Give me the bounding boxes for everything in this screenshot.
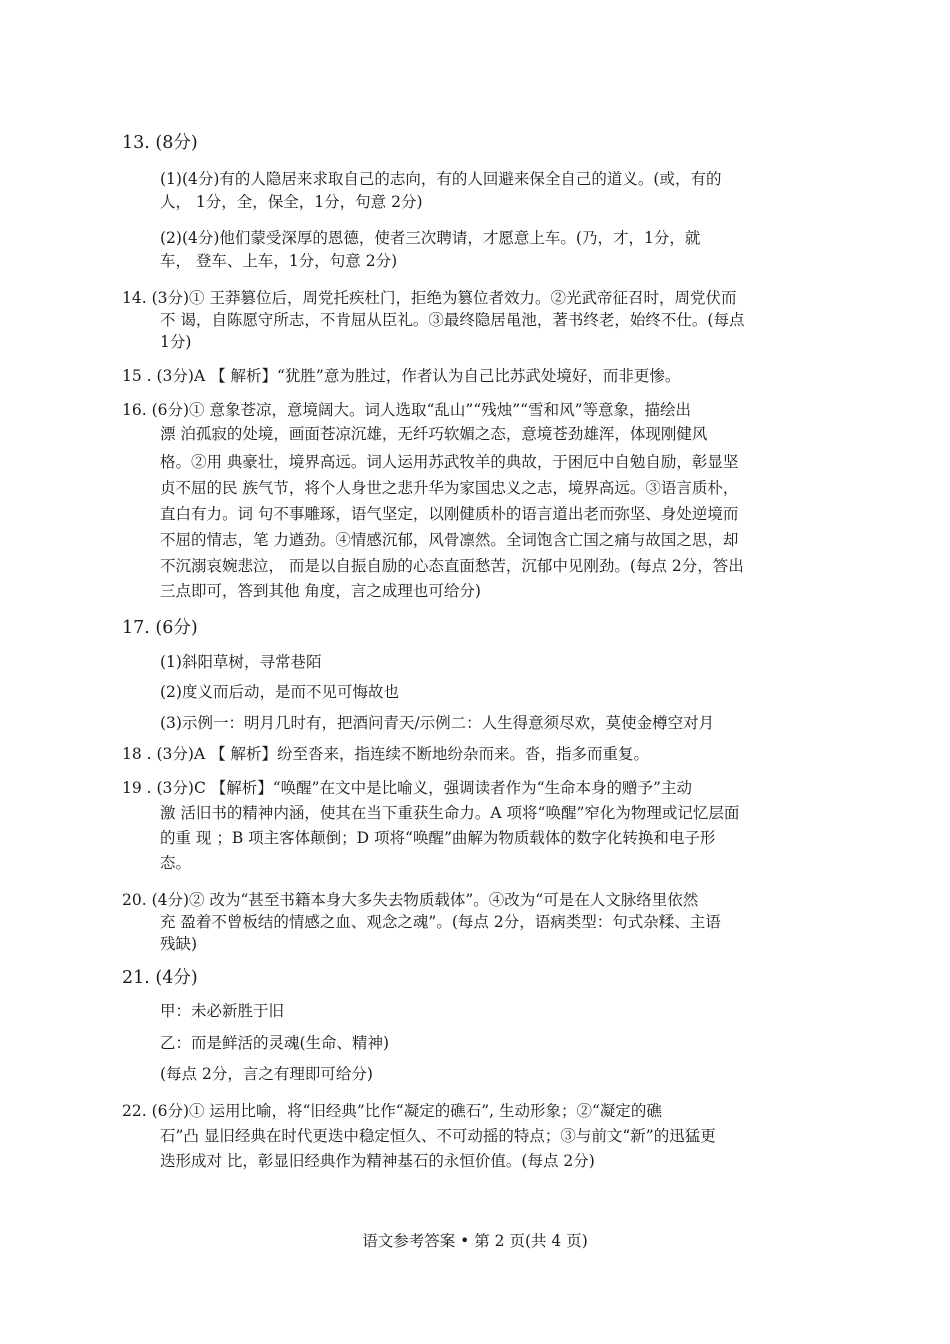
answer-22-line-1: 22. (6分)① 运用比喻，将“旧经典”比作“凝定的礁石”, 生动形象；②“凝定的礁: [122, 1102, 662, 1120]
answer-13-1-line-1: (1)(4分)有的人隐居来求取自己的志向，有的人回避来保全自己的道义。(或，有的: [160, 170, 722, 188]
answer-17-1: (1)斜阳草树，寻常巷陌: [160, 653, 322, 671]
answer-20-line-3: 残缺): [160, 935, 198, 953]
answer-19-line-1: 19 . (3分)C 【解析】“唤醒”在文中是比喻义，强调读者作为“生命本身的赠予”主动: [122, 779, 692, 797]
question-21-heading: 21. (4分): [122, 968, 198, 988]
question-13-heading: 13. (8分): [122, 133, 198, 153]
answer-16-line-2: 漂 泊孤寂的处境，画面苍凉沉雄，无纤巧软媚之态，意境苍劲雄浑，体现刚健风: [160, 425, 708, 443]
answer-13-2-line-2: 车， 登车、上车，1分，句意 2分): [160, 252, 398, 270]
answer-22-line-3: 迭形成对 比，彰显旧经典作为精神基石的永恒价值。(每点 2分): [160, 1152, 595, 1170]
answer-20-line-1: 20. (4分)② 改为“甚至书籍本身大多失去物质载体”。④改为“可是在人文脉络里依然: [122, 891, 699, 909]
answer-14-line-2: 不 谒，自陈愿守所志，不肯屈从臣礼。③最终隐居黾池，著书终老，始终不仕。(每点: [160, 311, 745, 329]
answer-16-line-4: 贞不屈的民 族气节，将个人身世之悲升华为家国忠义之志，境界高远。③语言质朴，: [160, 479, 739, 497]
answer-16-line-3: 格。②用 典豪壮，境界高远。词人运用苏武牧羊的典故，于困厄中自勉自励，彰显坚: [160, 453, 739, 471]
answer-14-line-1: 14. (3分)① 王莽篡位后，周党托疾杜门，拒绝为篡位者效力。②光武帝征召时，周党伏而: [122, 289, 737, 307]
answer-19-line-3: 的重 现 ；B 项主客体颠倒；D 项将“唤醒”曲解为物质载体的数字化转换和电子形: [160, 829, 716, 847]
page-footer: 语文参考答案 • 第 2 页(共 4 页): [362, 1232, 588, 1250]
answer-16-line-1: 16. (6分)① 意象苍凉，意境阔大。词人选取“乱山”“残烛”“雪和风”等意象，描绘出: [122, 401, 692, 419]
answer-20-line-2: 充 盈着不曾板结的情感之血、观念之魂”。(每点 2分，语病类型：句式杂糅、主语: [160, 913, 721, 931]
answer-21-b: 乙：而是鲜活的灵魂(生命、精神): [160, 1034, 390, 1052]
answer-16-line-8: 三点即可，答到其他 角度，言之成理也可给分): [160, 582, 481, 600]
answer-21-a: 甲：未必新胜于旧: [160, 1002, 285, 1020]
answer-17-2: (2)度义而后动，是而不见可悔故也: [160, 683, 399, 701]
answer-19-line-2: 激 活旧书的精神内涵，使其在当下重获生命力。A 项将“唤醒”窄化为物理或记忆层面: [160, 804, 740, 822]
answer-19-line-4: 态。: [160, 854, 192, 872]
question-17-heading: 17. (6分): [122, 618, 198, 638]
answer-21-note: (每点 2分，言之有理即可给分): [160, 1065, 373, 1083]
answer-14-line-3: 1分): [160, 333, 192, 351]
answer-16-line-7: 不沉溺哀婉悲泣， 而是以自振自励的心态直面愁苦，沉郁中见刚劲。(每点 2分，答出: [160, 557, 744, 575]
answer-18-line-1: 18 . (3分)A 【 解析】纷至沓来，指连续不断地纷杂而来。沓，指多而重复。: [122, 745, 650, 763]
answer-13-2-line-1: (2)(4分)他们蒙受深厚的恩德，使者三次聘请，才愿意上车。(乃，才，1分，就: [160, 229, 701, 247]
answer-22-line-2: 石”凸 显旧经典在时代更迭中稳定恒久、不可动摇的特点；③与前文“新”的迅猛更: [160, 1127, 716, 1145]
answer-16-line-6: 不屈的情志，笔 力遒劲。④情感沉郁，风骨凛然。全词饱含亡国之痛与故国之思，却: [160, 531, 739, 549]
answer-15-line-1: 15 . (3分)A 【 解析】“犹胜”意为胜过，作者认为自己比苏武处境好，而非更惨。: [122, 367, 681, 385]
answer-16-line-5: 直白有力。词 句不事雕琢，语气坚定，以刚健质朴的语言道出老而弥坚、身处逆境而: [160, 505, 739, 523]
answer-17-3: (3)示例一：明月几时有，把酒问青天/示例二：人生得意须尽欢，莫使金樽空对月: [160, 714, 715, 732]
answer-13-1-line-2: 人， 1分，全，保全，1分，句意 2分): [160, 193, 423, 211]
